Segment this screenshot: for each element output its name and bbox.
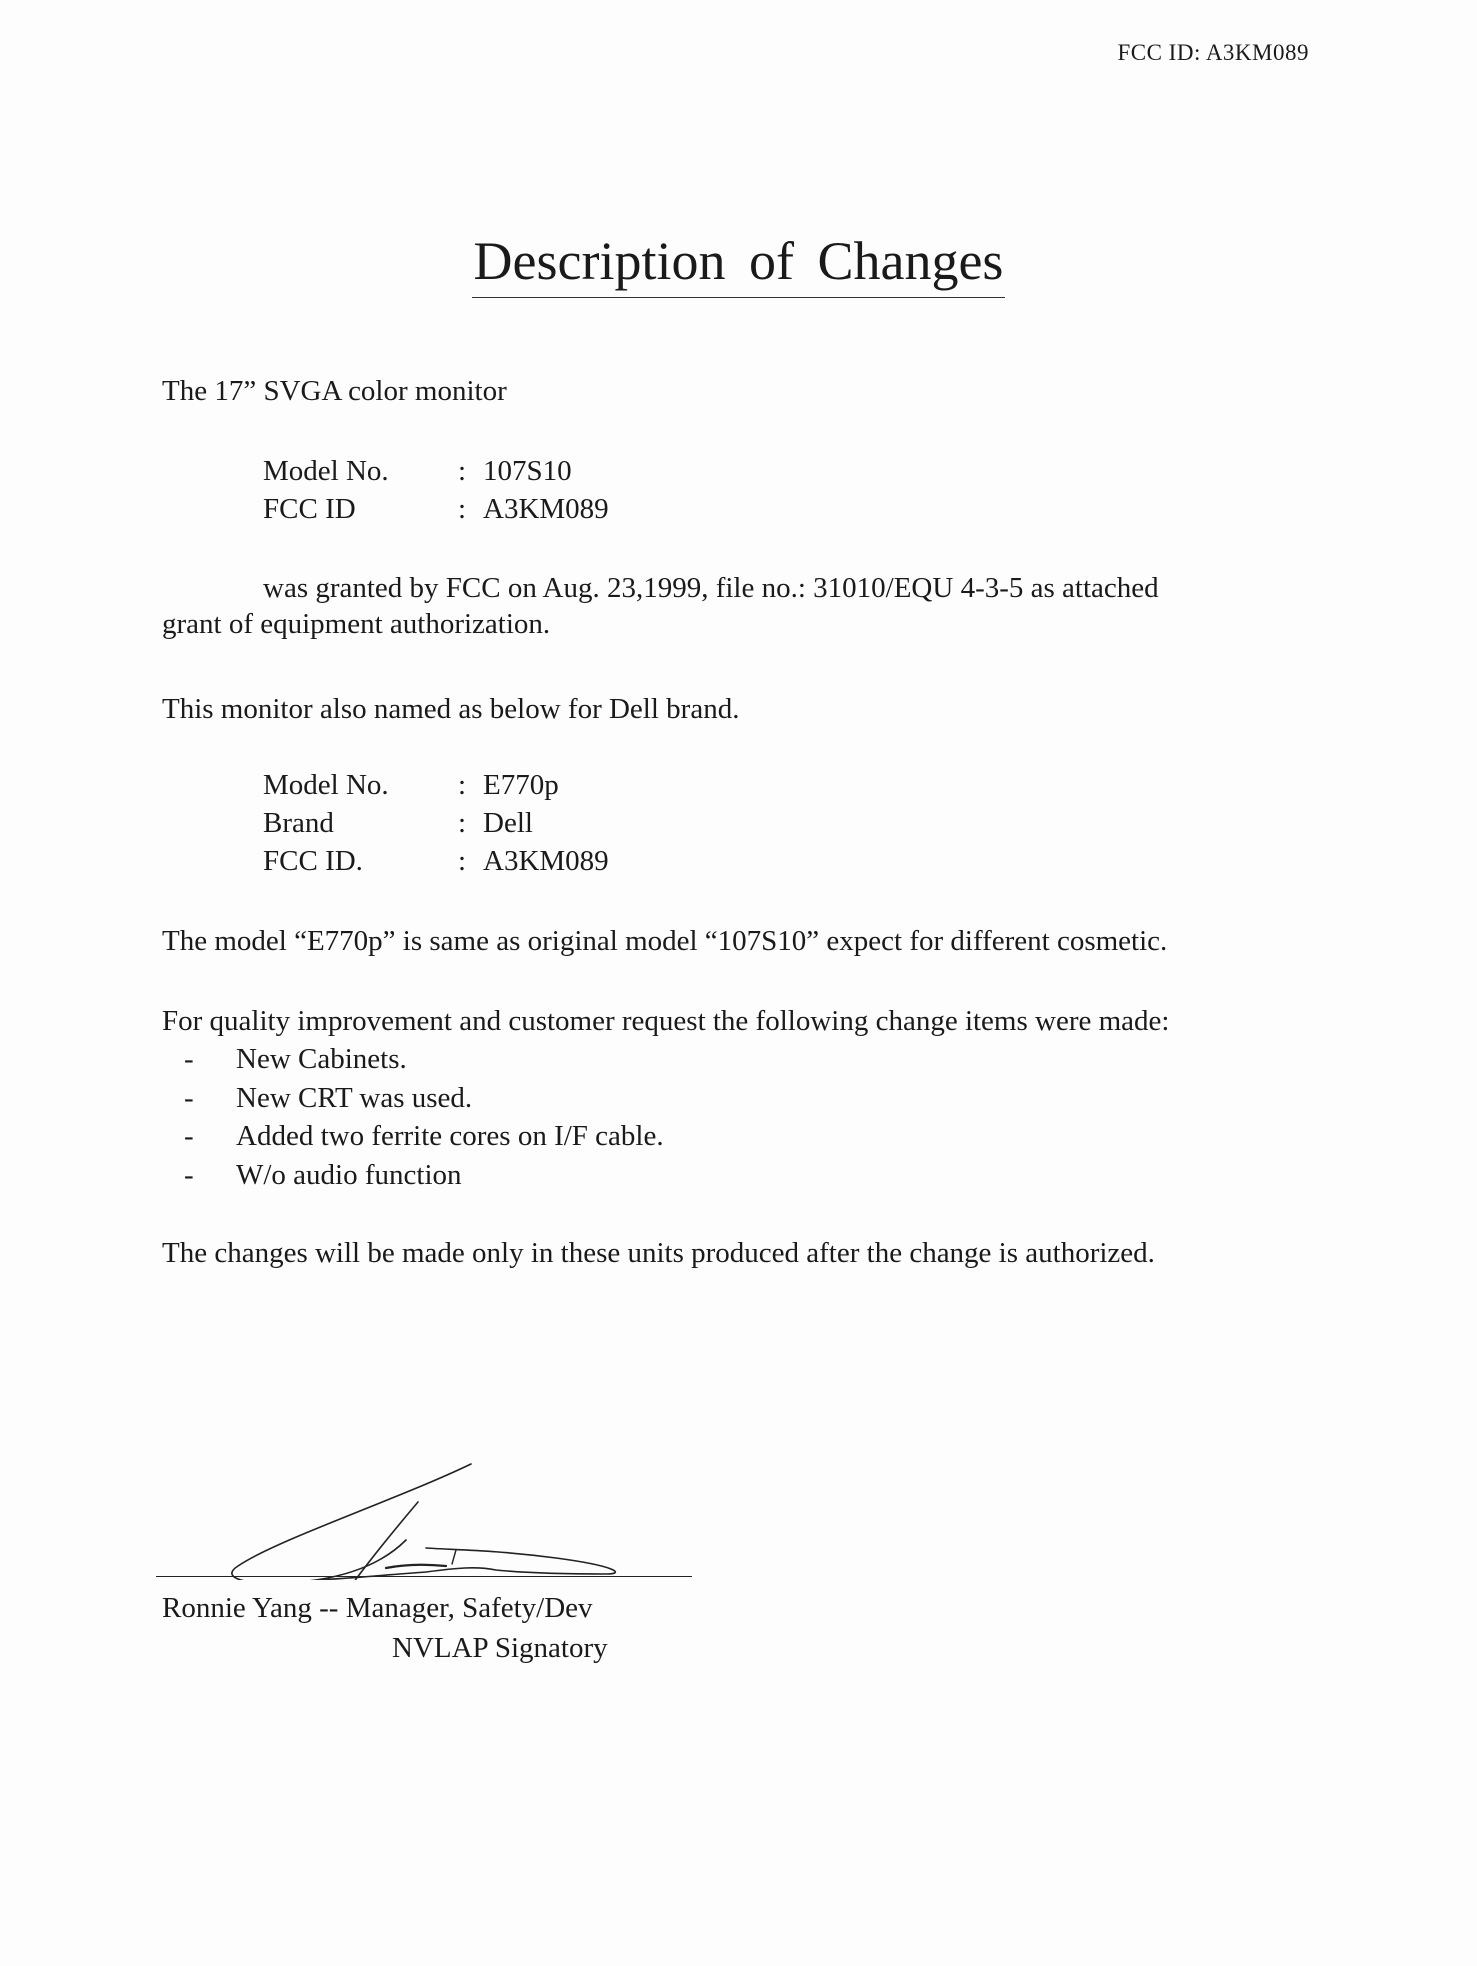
spec-label: FCC ID [263, 493, 356, 525]
spec-value: 107S10 [483, 455, 572, 487]
spec-label: Brand [263, 807, 334, 839]
signatory-name: Ronnie Yang [162, 1592, 312, 1624]
intro-paragraph: The 17” SVGA color monitor [162, 375, 507, 407]
spec-label: FCC ID. [263, 845, 363, 877]
header-fcc-id: FCC ID: A3KM089 [1117, 40, 1309, 65]
signature-area [156, 1440, 696, 1580]
final-paragraph: The changes will be made only in these units produced after the change is authorized. [162, 1237, 1155, 1269]
spec-separator: : [458, 807, 467, 839]
spec-row [263, 490, 609, 528]
spec-separator: : [458, 769, 467, 801]
bullet-dash: - [184, 1043, 194, 1075]
spec-row [263, 842, 609, 880]
change-item-text: New CRT was used. [236, 1081, 473, 1114]
spec-row [263, 452, 609, 490]
dell-spec-block [263, 766, 609, 880]
list-item [184, 1117, 664, 1156]
signatory-separator: -- [319, 1592, 339, 1624]
original-spec-block [263, 452, 609, 528]
list-item [184, 1156, 664, 1195]
list-item [184, 1079, 664, 1118]
grant-line-1: was granted by FCC on Aug. 23,1999, file no.: 31010/EQU 4-3-5 as attached [263, 572, 1159, 604]
quality-intro-paragraph: For quality improvement and customer request the following change items were made: [162, 1005, 1170, 1037]
handwritten-signature [156, 1440, 696, 1580]
spec-row [263, 804, 609, 842]
bullet-dash: - [184, 1158, 194, 1191]
dell-intro-paragraph: This monitor also named as below for Dell brand. [162, 693, 740, 725]
spec-separator: : [458, 845, 467, 877]
spec-separator: : [458, 455, 467, 487]
signature-line [156, 1576, 692, 1577]
page-title-text: Description of Changes [472, 232, 1006, 298]
spec-label: Model No. [263, 769, 389, 801]
spec-label: Model No. [263, 455, 389, 487]
bullet-dash: - [184, 1081, 194, 1114]
signatory-block [162, 1588, 608, 1668]
signatory-role-line-2: NVLAP Signatory [392, 1632, 608, 1664]
spec-value: Dell [483, 807, 533, 839]
signatory-role: Manager, Safety/Dev [345, 1592, 593, 1624]
change-item-text: New Cabinets. [236, 1043, 407, 1075]
spec-separator: : [458, 493, 467, 525]
bullet-dash: - [184, 1120, 194, 1152]
grant-line-2: grant of equipment authorization. [162, 608, 551, 640]
list-item [184, 1040, 664, 1079]
change-item-text: W/o audio function [236, 1158, 462, 1191]
spec-value: E770p [483, 769, 559, 801]
same-model-paragraph: The model “E770p” is same as original model “107S10” expect for different cosmetic. [162, 925, 1168, 957]
change-item-text: Added two ferrite cores on I/F cable. [236, 1120, 664, 1152]
spec-value: A3KM089 [483, 493, 609, 525]
change-list [184, 1040, 664, 1194]
spec-row [263, 766, 609, 804]
page-title [0, 232, 1477, 298]
grant-paragraph [162, 570, 1312, 642]
spec-value: A3KM089 [483, 845, 609, 877]
